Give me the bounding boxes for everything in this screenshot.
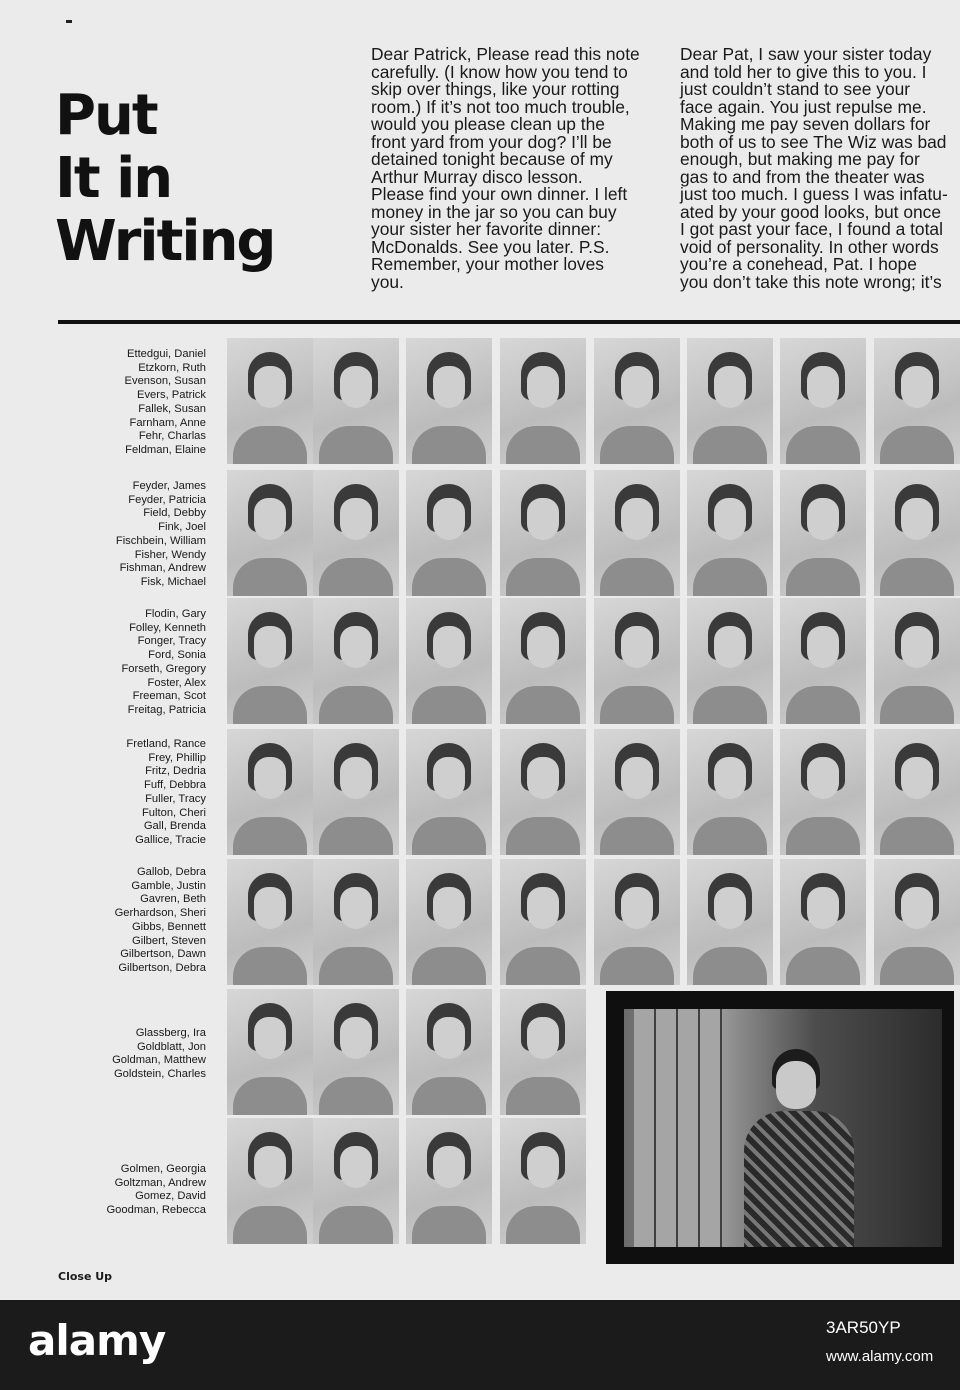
student-portrait: [874, 729, 960, 855]
student-portrait: [313, 989, 399, 1115]
corner-mark: [66, 20, 72, 23]
student-portrait: [594, 338, 680, 464]
student-name: Freeman, Scot: [132, 690, 206, 703]
watermark-logo: alamy: [28, 1316, 166, 1365]
student-portrait: [500, 598, 586, 724]
student-name: Evers, Patrick: [136, 389, 206, 402]
student-portrait: [406, 338, 492, 464]
student-name: Fisher, Wendy: [134, 548, 206, 561]
note-line: face again. You just repulse me.: [680, 96, 927, 117]
student-name: Fuller, Tracy: [145, 792, 206, 805]
watermark-url: www.alamy.com: [826, 1348, 934, 1365]
note-line: void of personality. In other words: [680, 236, 939, 257]
student-portrait: [227, 470, 313, 596]
note-line: would you please clean up the: [371, 114, 605, 134]
student-name: Gilbertson, Dawn: [120, 948, 206, 961]
note-line: detained tonight because of my: [371, 149, 613, 169]
note-line: you don’t take this note wrong; it’s: [680, 271, 942, 292]
student-portrait: [594, 859, 680, 985]
note-line: Making me pay seven dollars for: [680, 114, 931, 134]
student-portrait: [687, 338, 773, 464]
student-portrait: [874, 338, 960, 464]
student-portrait: [780, 859, 866, 985]
student-name: Feyder, Patricia: [128, 493, 206, 506]
student-portrait: [313, 598, 399, 724]
student-name: Fallek, Susan: [138, 402, 206, 415]
student-name: Gamble, Justin: [131, 879, 206, 892]
student-portrait: [406, 859, 492, 985]
student-portrait: [500, 989, 586, 1115]
student-portrait: [594, 598, 680, 724]
note-line: and told her to give this to you. I: [680, 61, 927, 82]
student-name: Fisk, Michael: [140, 575, 206, 588]
note-line: Dear Patrick, Please read this note: [371, 44, 640, 64]
note-line: gas to and from the theater was: [680, 166, 925, 187]
student-name: Fehr, Charlas: [138, 430, 206, 443]
student-name: Feyder, James: [132, 480, 206, 492]
student-name: Freitag, Patricia: [127, 703, 206, 716]
note-to-pat: [680, 46, 960, 291]
student-portrait: [874, 859, 960, 985]
student-portrait: [780, 729, 866, 855]
image-id: 3AR50YP: [826, 1318, 901, 1337]
candid-photo: [606, 991, 954, 1264]
name-list: [20, 348, 206, 458]
student-name: Fischbein, William: [115, 534, 206, 547]
student-portrait: [406, 470, 492, 596]
student-portrait: [687, 598, 773, 724]
note-line: enough, but making me pay for: [680, 149, 920, 169]
student-name: Gallice, Tracie: [135, 833, 206, 846]
student-portrait: [874, 470, 960, 596]
note-line: I got past your face, I found a total: [680, 219, 943, 239]
note-line: skip over things, like your rotting: [371, 79, 620, 99]
name-list: [20, 1027, 206, 1082]
student-name: Fretland, Rance: [126, 738, 206, 750]
note-to-patrick: [371, 46, 649, 291]
headline: [55, 84, 285, 273]
student-name: Forseth, Gregory: [121, 662, 206, 675]
note-line: McDonalds. See you later. P.S.: [371, 236, 610, 257]
note-line: you.: [371, 271, 404, 292]
student-portrait: [313, 859, 399, 985]
student-portrait: [500, 729, 586, 855]
locker: [700, 1009, 722, 1247]
student-name: Gavren, Beth: [140, 893, 206, 906]
locker: [678, 1009, 700, 1247]
student-name: Etzkorn, Ruth: [138, 361, 206, 374]
name-list: [20, 1163, 206, 1218]
note-line: Arthur Murray disco lesson.: [371, 166, 583, 187]
student-portrait: [227, 338, 313, 464]
student-portrait: [406, 989, 492, 1115]
note-line: just couldn’t stand to see your: [680, 79, 911, 99]
note-line: you’re a conehead, Pat. I hope: [680, 254, 917, 274]
note-line: front yard from your dog? I’ll be: [371, 131, 612, 152]
student-portrait: [687, 859, 773, 985]
student-name: Ford, Sonia: [148, 649, 206, 662]
student-name: Fonger, Tracy: [137, 635, 206, 648]
student-portrait: [227, 989, 313, 1115]
student-portrait: [594, 470, 680, 596]
name-list: [20, 608, 206, 718]
student-name: Fishman, Andrew: [119, 562, 206, 575]
student-name: Gomez, David: [135, 1190, 206, 1203]
watermark-bar: [0, 1300, 960, 1390]
student-name: Glassberg, Ira: [135, 1027, 206, 1039]
student-name: Goltzman, Andrew: [114, 1176, 206, 1189]
student-portrait: [687, 470, 773, 596]
student-portrait: [313, 729, 399, 855]
locker: [656, 1009, 678, 1247]
note-line: room.) If it’s not too much trouble,: [371, 96, 630, 117]
note-line: Dear Pat, I saw your sister today: [680, 44, 932, 64]
student-name: Field, Debby: [143, 507, 206, 520]
student-portrait: [313, 1118, 399, 1244]
student-portrait: [500, 1118, 586, 1244]
student-name: Fulton, Cheri: [141, 806, 206, 819]
student-portrait: [780, 470, 866, 596]
student-name: Ettedgui, Daniel: [127, 348, 206, 360]
student-name: Folley, Kenneth: [129, 621, 206, 634]
student-writing-figure: [744, 1049, 854, 1247]
student-portrait: [313, 470, 399, 596]
note-line: ated by your good looks, but once: [680, 201, 942, 222]
student-name: Fink, Joel: [158, 521, 206, 534]
student-portrait: [227, 859, 313, 985]
note-line: just too much. I guess I was infatu-: [680, 184, 948, 204]
locker-scene: [624, 1009, 942, 1247]
student-name: Fuff, Debbra: [144, 779, 206, 792]
student-portrait: [874, 598, 960, 724]
student-name: Evenson, Susan: [124, 375, 206, 388]
student-portrait: [227, 598, 313, 724]
note-line: your sister her favorite dinner:: [371, 219, 602, 239]
student-name: Frey, Phillip: [148, 751, 206, 764]
student-name: Farnham, Anne: [129, 416, 206, 429]
student-name: Fritz, Dedria: [145, 765, 206, 778]
student-name: Goldman, Matthew: [112, 1054, 206, 1067]
note-line: Remember, your mother loves: [371, 254, 604, 274]
student-name: Gibbs, Bennett: [131, 920, 206, 933]
headline-line: Writing: [55, 209, 275, 274]
student-portrait: [594, 729, 680, 855]
student-name: Gerhardson, Sheri: [114, 907, 206, 920]
student-name: Gilbertson, Debra: [118, 961, 206, 974]
student-portrait: [227, 729, 313, 855]
student-name: Golmen, Georgia: [120, 1163, 206, 1175]
student-portrait: [500, 338, 586, 464]
student-portrait: [406, 598, 492, 724]
headline-line: It in: [55, 146, 172, 211]
locker: [634, 1009, 656, 1247]
student-portrait: [500, 859, 586, 985]
note-line: Please find your own dinner. I left: [371, 184, 628, 204]
name-list: [20, 866, 206, 976]
section-divider: [58, 320, 960, 324]
student-portrait: [313, 338, 399, 464]
student-name: Foster, Alex: [147, 676, 206, 689]
note-line: carefully. (I know how you tend to: [371, 61, 628, 82]
student-name: Goodman, Rebecca: [106, 1204, 206, 1217]
student-portrait: [406, 1118, 492, 1244]
note-line: money in the jar so you can buy: [371, 201, 617, 222]
student-name: Gall, Brenda: [143, 820, 206, 833]
name-list: [20, 480, 206, 590]
student-name: Goldstein, Charles: [113, 1068, 206, 1081]
student-portrait: [687, 729, 773, 855]
student-portrait: [227, 1118, 313, 1244]
student-name: Feldman, Elaine: [125, 443, 206, 456]
student-name: Gilbert, Steven: [132, 934, 206, 947]
student-name: Goldblatt, Jon: [136, 1040, 206, 1053]
student-portrait: [500, 470, 586, 596]
section-footer: Close Up: [58, 1270, 113, 1283]
student-portrait: [780, 338, 866, 464]
student-portrait: [780, 598, 866, 724]
student-name: Flodin, Gary: [145, 608, 206, 620]
student-name: Gallob, Debra: [136, 866, 206, 878]
name-list: [20, 738, 206, 848]
headline-line: Put: [55, 83, 157, 148]
student-portrait: [406, 729, 492, 855]
note-line: both of us to see The Wiz was bad: [680, 131, 947, 152]
